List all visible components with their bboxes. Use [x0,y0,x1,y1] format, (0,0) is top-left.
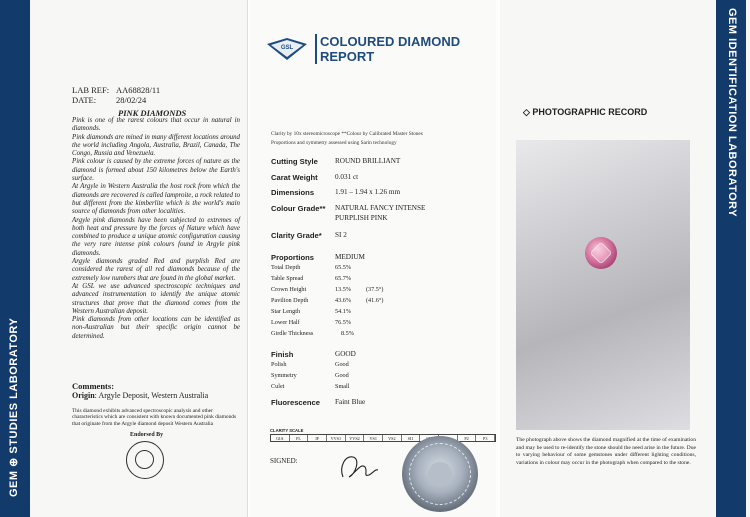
report-title-line-2: REPORT [320,49,375,64]
origin-label: Origin [72,391,95,400]
scale-cell: FL [290,435,309,441]
prop-value: 65.5% [335,264,351,271]
spec-label: Cutting Style [271,157,318,166]
prop-value: 13.5% [335,286,351,293]
spec-value: PURPLISH PINK [335,214,388,222]
finish-value: Good [335,372,349,379]
finish-row [271,383,350,390]
right-brand-stripe [716,0,746,517]
prop-angle: (37.5°) [366,286,384,293]
photo-caption: The photograph above shows the diamond magnified at the time of examination and may be used to re-identify the stone should the need arise in the future. Due to varying behaviour of some gemstones under different lighting conditions, variations in colour may occur in the photograph when compared to the stone. [516,437,696,466]
prop-row [271,275,351,282]
finish-row [271,372,349,379]
scale-cell: VS2 [383,435,402,441]
method-note-1: Clarity by 10x stereomicroscope **Colour by Calibrated Master Stones [271,131,423,137]
left-stripe-text: GEM ⊕ STUDIES LABORATORY [8,317,20,497]
origin-line [72,391,208,400]
scale-cell: IF [308,435,327,441]
logo-text: GSL [280,45,294,51]
pd-paragraph: Argyle pink diamonds have been subjected to extremes of both heat and pressure by the forces of Nature which have combined to produce a unique atomic configuration causing the very rare intense pink colours found in Argyle pink diamonds. [72,216,240,257]
prop-row [271,330,354,337]
spec-label: Carat Weight [271,173,318,182]
scale-cell: SI1 [402,435,421,441]
prop-label: Crown Height [271,286,307,293]
diamond-icon: ◇ [523,107,533,117]
pd-paragraph: Pink colour is caused by the extreme forces of nature as the diamond is formed about 150 kilometres below the Earth's surface. [72,158,240,183]
pd-paragraph: Pink is one of the rarest colours that occur in natural in diamonds. [72,117,240,133]
prop-value: 43.6% [335,297,351,304]
prop-label: Total Depth [271,264,301,271]
clarity-scale-row [270,434,496,442]
method-notes [271,130,423,148]
scale-cell: VS1 [364,435,383,441]
spec-label: Clarity Grade* [271,231,322,240]
gem-photo [516,140,690,430]
hologram-center [428,462,452,486]
scale-cell: P2 [458,435,477,441]
spec-label: Proportions [271,253,315,262]
pd-paragraph: At Argyle in Western Australia the host rock from which the diamonds are recovered is called lamproite, a rock related to but different from the kimberlite which is the world's main source of diamonds from other localities. [72,183,241,216]
report-title-line-1: COLOURED DIAMOND [320,34,461,49]
clarity-scale-title: CLARITY SCALE [270,428,304,433]
pd-paragraph: At GSL we use advanced spectroscopic techniques and advanced instrumentation to identify the unique atomic structures that prove that the diamond comes from the Western Australian deposit. [72,282,240,315]
report-title [320,34,460,64]
spec-value: GOOD [335,350,356,358]
pd-paragraph: Argyle diamonds graded Red and purplish Red are considered the rarest of all red diamonds because of the extremely low numbers that are found in the global market. [72,258,240,282]
prop-row [271,319,351,326]
endorsement-seal-icon [126,441,164,479]
prop-value: 54.1% [335,308,351,315]
prop-value: 65.7% [335,275,351,282]
date-label: DATE: [72,95,97,105]
prop-label: Table Spread [271,275,304,282]
finish-label: Culet [271,383,285,390]
diagnostic-statement: This diamond exhibits advanced spectroscopic analysis and other characteristics which are consistent with known documented pink diamonds that originate from the Argyle diamond deposit Western Australia [72,408,237,427]
finish-value: Small [335,383,350,390]
pd-paragraph: Pink diamonds are mined in many different locations around the world including Angola, Australia, Brazil, Canada, The Congo, Russia and Venezuela. [72,133,240,158]
spec-value: NATURAL FANCY INTENSE [335,204,426,212]
finish-row [271,361,349,368]
pink-diamonds-text [72,117,240,341]
prop-value: 76.5% [335,319,351,326]
seal-inner-ring [135,450,154,469]
prop-row [271,308,351,315]
scale-cell: GIA [271,435,290,441]
pd-paragraph: Pink diamonds from other locations can be identified as non-Australian but their specific origin cannot be determined. [72,316,240,340]
clarity-scale [270,428,496,442]
spec-value: 0.031 ct [335,173,359,181]
spec-label: Finish [271,350,294,359]
prop-label: Girdle Thickness [271,330,314,337]
lab-ref-label: LAB REF: [72,85,110,95]
spec-value: ROUND BRILLIANT [335,157,401,165]
finish-label: Polish [271,361,287,368]
prop-row [271,286,384,293]
origin-value: : Argyle Deposit, Western Australia [94,391,209,400]
endorsed-by: Endorsed By [130,432,164,438]
finish-label: Symmetry [271,372,297,379]
scale-cell: P3 [476,435,495,441]
spec-label: Fluorescence [271,398,320,407]
scale-cell: VVS1 [327,435,346,441]
gsl-logo-icon [262,36,312,62]
prop-label: Star Length [271,308,301,315]
prop-label: Lower Half [271,319,300,326]
right-stripe-text: GEM IDENTIFICATION LABORATORY [726,8,738,218]
left-brand-stripe [0,0,30,517]
spec-value: 1.91 – 1.94 x 1.26 mm [335,188,401,196]
hologram-seal-icon [402,436,478,512]
photo-title-text: PHOTOGRAPHIC RECORD [532,107,648,117]
prop-label: Pavilion Depth [271,297,309,304]
comments-title: Comments: [72,381,115,391]
signed-label: SIGNED: [270,457,298,465]
pink-diamonds-title: PINK DIAMONDS [118,108,187,118]
spec-value: Faint Blue [335,398,366,406]
lab-ref-value: AA68828/11 [116,85,161,95]
spec-label: Colour Grade** [271,204,326,213]
spec-value: SI 2 [335,231,347,239]
spec-value: MEDIUM [335,253,365,261]
prop-row [271,297,384,304]
date-value: 28/02/24 [116,95,147,105]
spec-label: Dimensions [271,188,315,197]
prop-value: 8.5% [341,330,354,337]
lab-info [72,85,160,105]
title-divider [315,34,317,64]
prop-angle: (41.6°) [366,297,384,304]
scale-cell: VVS2 [346,435,365,441]
prop-row [271,264,351,271]
signature-icon [335,449,380,484]
finish-value: Good [335,361,349,368]
method-note-2: Proportions and symmetry assessed using Sarin technology [271,140,397,146]
photographic-record-title [523,107,647,118]
